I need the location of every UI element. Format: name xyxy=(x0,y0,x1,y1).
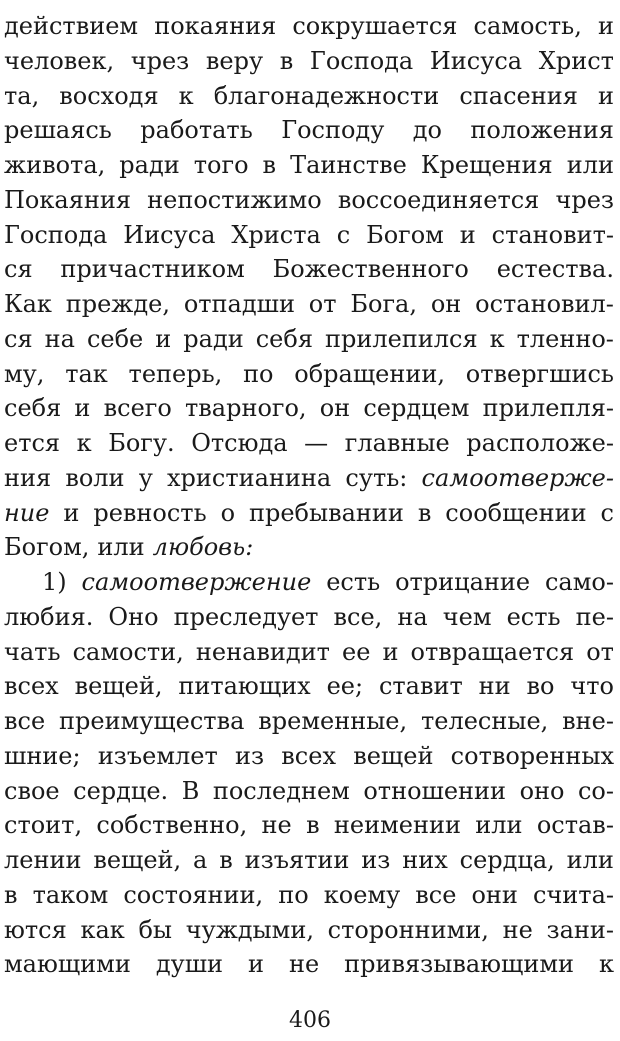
word: есть xyxy=(506,602,561,631)
text-line xyxy=(4,530,614,565)
word: сердца, xyxy=(459,846,555,874)
word: питающих xyxy=(178,672,311,701)
word: не xyxy=(288,950,320,979)
text-line xyxy=(4,808,614,843)
word: всех xyxy=(281,741,336,770)
word: не xyxy=(502,915,533,944)
word: по xyxy=(243,359,274,388)
word: ются xyxy=(4,915,67,944)
text-line xyxy=(4,148,614,183)
word: ревность xyxy=(93,498,207,527)
word: ется xyxy=(4,429,61,457)
word: в xyxy=(219,846,233,874)
word: христианина xyxy=(166,463,332,492)
word: есть xyxy=(326,568,381,596)
text-line xyxy=(4,739,614,774)
word: сотворенных xyxy=(450,741,614,770)
word: сообщении xyxy=(445,498,587,527)
word: вещей, xyxy=(74,672,163,701)
word: ни xyxy=(478,672,511,701)
word: та, xyxy=(4,81,40,110)
word: ради xyxy=(183,324,244,353)
word: живота, xyxy=(4,151,106,179)
word: обращении, xyxy=(294,359,445,388)
word: любия. xyxy=(4,602,94,631)
word: воссоединяется xyxy=(337,185,540,214)
word: ее; xyxy=(326,672,364,701)
word: восходя xyxy=(59,81,159,110)
text-line xyxy=(4,9,614,44)
word: чать xyxy=(4,637,61,666)
word: суть: xyxy=(345,463,408,492)
word: в xyxy=(4,880,18,909)
word: отвергшись xyxy=(465,359,614,388)
word: от xyxy=(586,637,614,666)
word: воли xyxy=(65,463,125,492)
text-line xyxy=(4,704,614,739)
word: чем xyxy=(442,602,492,631)
text-line xyxy=(4,391,614,426)
word: на xyxy=(397,602,428,631)
word: неимении xyxy=(333,811,461,840)
word: прежде, xyxy=(65,290,170,318)
text-line xyxy=(4,183,614,218)
word: лении xyxy=(4,846,82,874)
word: так xyxy=(65,359,108,388)
word: тварного, xyxy=(184,394,307,423)
word: положения xyxy=(470,116,614,145)
word: 1) xyxy=(42,568,67,596)
word: чрез xyxy=(555,185,614,214)
text-line xyxy=(4,600,614,635)
word: того xyxy=(193,151,249,179)
word: действием xyxy=(4,12,139,40)
word: и xyxy=(382,637,399,666)
word: от xyxy=(308,290,337,318)
word: к xyxy=(599,950,614,979)
word: или xyxy=(566,846,614,874)
word: и xyxy=(74,394,91,423)
word: отвращается xyxy=(410,637,575,666)
word: к xyxy=(178,81,194,110)
word: что xyxy=(570,672,614,701)
word: и xyxy=(155,324,172,353)
word: оно xyxy=(519,776,565,805)
text-line xyxy=(4,635,614,670)
text-line xyxy=(4,843,614,878)
word: души xyxy=(155,950,224,979)
word: себя xyxy=(4,394,62,423)
word: до xyxy=(412,116,442,145)
word: или xyxy=(475,811,523,840)
word: привязывающими xyxy=(344,950,575,979)
word: чуждыми, xyxy=(185,915,314,944)
word: — xyxy=(304,429,329,457)
word: мающими xyxy=(4,950,131,979)
word: себе xyxy=(86,324,144,353)
word: чрез xyxy=(130,46,190,75)
word: пребывании xyxy=(248,498,404,527)
text-line xyxy=(4,113,614,148)
word: сердце. xyxy=(73,776,169,805)
text-line xyxy=(4,878,614,913)
word: шние; xyxy=(4,741,81,770)
word: спасения xyxy=(459,81,578,110)
word: всех xyxy=(4,672,59,701)
text-line xyxy=(4,669,614,704)
word: естества. xyxy=(496,255,614,284)
word: само- xyxy=(544,568,614,596)
word: человек, xyxy=(4,46,115,75)
word: из xyxy=(361,846,391,874)
word: благонадежности xyxy=(213,81,440,110)
word: с xyxy=(336,220,351,249)
word: таком xyxy=(32,880,109,909)
word: вне- xyxy=(562,707,614,735)
word: сокрушается xyxy=(292,12,458,40)
text-line xyxy=(4,565,614,600)
word: бы xyxy=(138,915,173,944)
word: самость, xyxy=(473,12,582,40)
word: к xyxy=(76,429,92,457)
word: или xyxy=(566,151,614,179)
word: с xyxy=(600,498,614,527)
word: остав- xyxy=(536,811,614,840)
word: все xyxy=(4,707,46,735)
word: причастником xyxy=(60,255,245,284)
word: и xyxy=(597,81,614,110)
word: собственно, xyxy=(96,811,248,840)
word: ся xyxy=(4,255,33,284)
word: не xyxy=(261,811,292,840)
word: тленно- xyxy=(516,324,614,353)
word: все xyxy=(415,880,457,909)
word: из xyxy=(234,741,265,770)
word: самоотверже- xyxy=(421,463,614,492)
word: преследует xyxy=(173,602,319,631)
word: ние xyxy=(4,498,50,527)
word: как xyxy=(80,915,125,944)
word: му, xyxy=(4,359,45,388)
word: в xyxy=(306,811,320,840)
word: в xyxy=(262,151,277,179)
word: всего xyxy=(103,394,172,423)
word: они xyxy=(471,880,518,909)
text-line xyxy=(4,461,614,496)
word: и xyxy=(63,498,80,527)
word: Бога, xyxy=(350,290,417,318)
word: отрицание xyxy=(395,568,531,596)
text-line xyxy=(4,44,614,79)
body-text xyxy=(4,9,614,982)
text-line xyxy=(4,357,614,392)
word: у xyxy=(138,463,153,492)
word: Господа xyxy=(309,46,414,75)
word: пе- xyxy=(575,602,614,631)
word: главные xyxy=(344,429,450,457)
word: Господа xyxy=(4,220,108,249)
word: стоит, xyxy=(4,811,83,840)
text-line xyxy=(4,496,614,531)
word: преимущества xyxy=(59,707,245,735)
word: зани- xyxy=(546,915,614,944)
text-line xyxy=(4,322,614,357)
text-line xyxy=(4,218,614,253)
word: ее xyxy=(342,637,371,666)
word: и xyxy=(597,12,614,40)
word: он xyxy=(430,290,462,318)
word: Божественного xyxy=(272,255,469,284)
word: он xyxy=(319,394,351,423)
word: прилепля- xyxy=(482,394,614,423)
word: Христ xyxy=(538,46,614,75)
word: и xyxy=(459,220,476,249)
word: Богом, xyxy=(4,533,90,562)
word: Крещения xyxy=(420,151,553,179)
word: в xyxy=(279,46,294,75)
word: а xyxy=(193,846,208,874)
word: по xyxy=(278,880,309,909)
word: остановил- xyxy=(475,290,614,318)
page-number: 406 xyxy=(289,1008,331,1033)
word: во xyxy=(526,672,555,701)
word: них xyxy=(402,846,448,874)
word: счита- xyxy=(533,880,614,909)
text-line xyxy=(4,913,614,948)
word: временные, xyxy=(258,707,408,735)
word: телесные, xyxy=(420,707,549,735)
word: становит- xyxy=(491,220,614,249)
word: Богу. xyxy=(108,429,175,457)
word: себя xyxy=(255,324,313,353)
word: самоотвержение xyxy=(81,568,312,596)
word: изъятии xyxy=(244,846,350,874)
word: расположе- xyxy=(466,429,614,457)
word: решаясь xyxy=(4,116,112,145)
text-line xyxy=(4,426,614,461)
word: работать xyxy=(140,116,253,145)
word: теперь, xyxy=(128,359,223,388)
word: Таинстве xyxy=(290,151,407,179)
word: Покаяния xyxy=(4,185,131,214)
word: в xyxy=(417,498,432,527)
word: о xyxy=(220,498,236,527)
word: последнем xyxy=(212,776,350,805)
word: Богом xyxy=(366,220,444,249)
word: покаяния xyxy=(154,12,277,40)
word: Христа xyxy=(231,220,321,249)
word: или xyxy=(97,533,145,562)
word: Оно xyxy=(108,602,159,631)
word: ся xyxy=(4,324,33,353)
word: на xyxy=(44,324,75,353)
word: отношении xyxy=(363,776,507,805)
word: ния xyxy=(4,463,52,492)
word: любовь: xyxy=(152,533,254,562)
word: ради xyxy=(119,151,180,179)
word: коему xyxy=(323,880,401,909)
word: свое xyxy=(4,776,60,805)
word: непостижимо xyxy=(147,185,322,214)
text-line xyxy=(4,252,614,287)
word: Господу xyxy=(281,116,385,145)
word: к xyxy=(489,324,505,353)
word: Иисуса xyxy=(429,46,523,75)
word: состоянии, xyxy=(123,880,264,909)
word: веру xyxy=(205,46,264,75)
text-line xyxy=(4,947,614,982)
word: вещей xyxy=(353,741,434,770)
word: Иисуса xyxy=(123,220,216,249)
text-line xyxy=(4,774,614,809)
word: Как xyxy=(4,290,52,318)
word: вещей, xyxy=(93,846,182,874)
word: самости, xyxy=(72,637,184,666)
word: ставит xyxy=(378,672,463,701)
text-line xyxy=(4,287,614,322)
word: Отсюда xyxy=(191,429,288,457)
word: изъемлет xyxy=(97,741,218,770)
text-line xyxy=(4,79,614,114)
word: прилепился xyxy=(324,324,478,353)
word: со- xyxy=(577,776,614,805)
word: ненавидит xyxy=(195,637,330,666)
word: все, xyxy=(333,602,383,631)
word: отпадши xyxy=(183,290,295,318)
word: сторонними, xyxy=(327,915,489,944)
word: и xyxy=(248,950,264,979)
word: сердцем xyxy=(363,394,470,423)
word: В xyxy=(181,776,200,805)
